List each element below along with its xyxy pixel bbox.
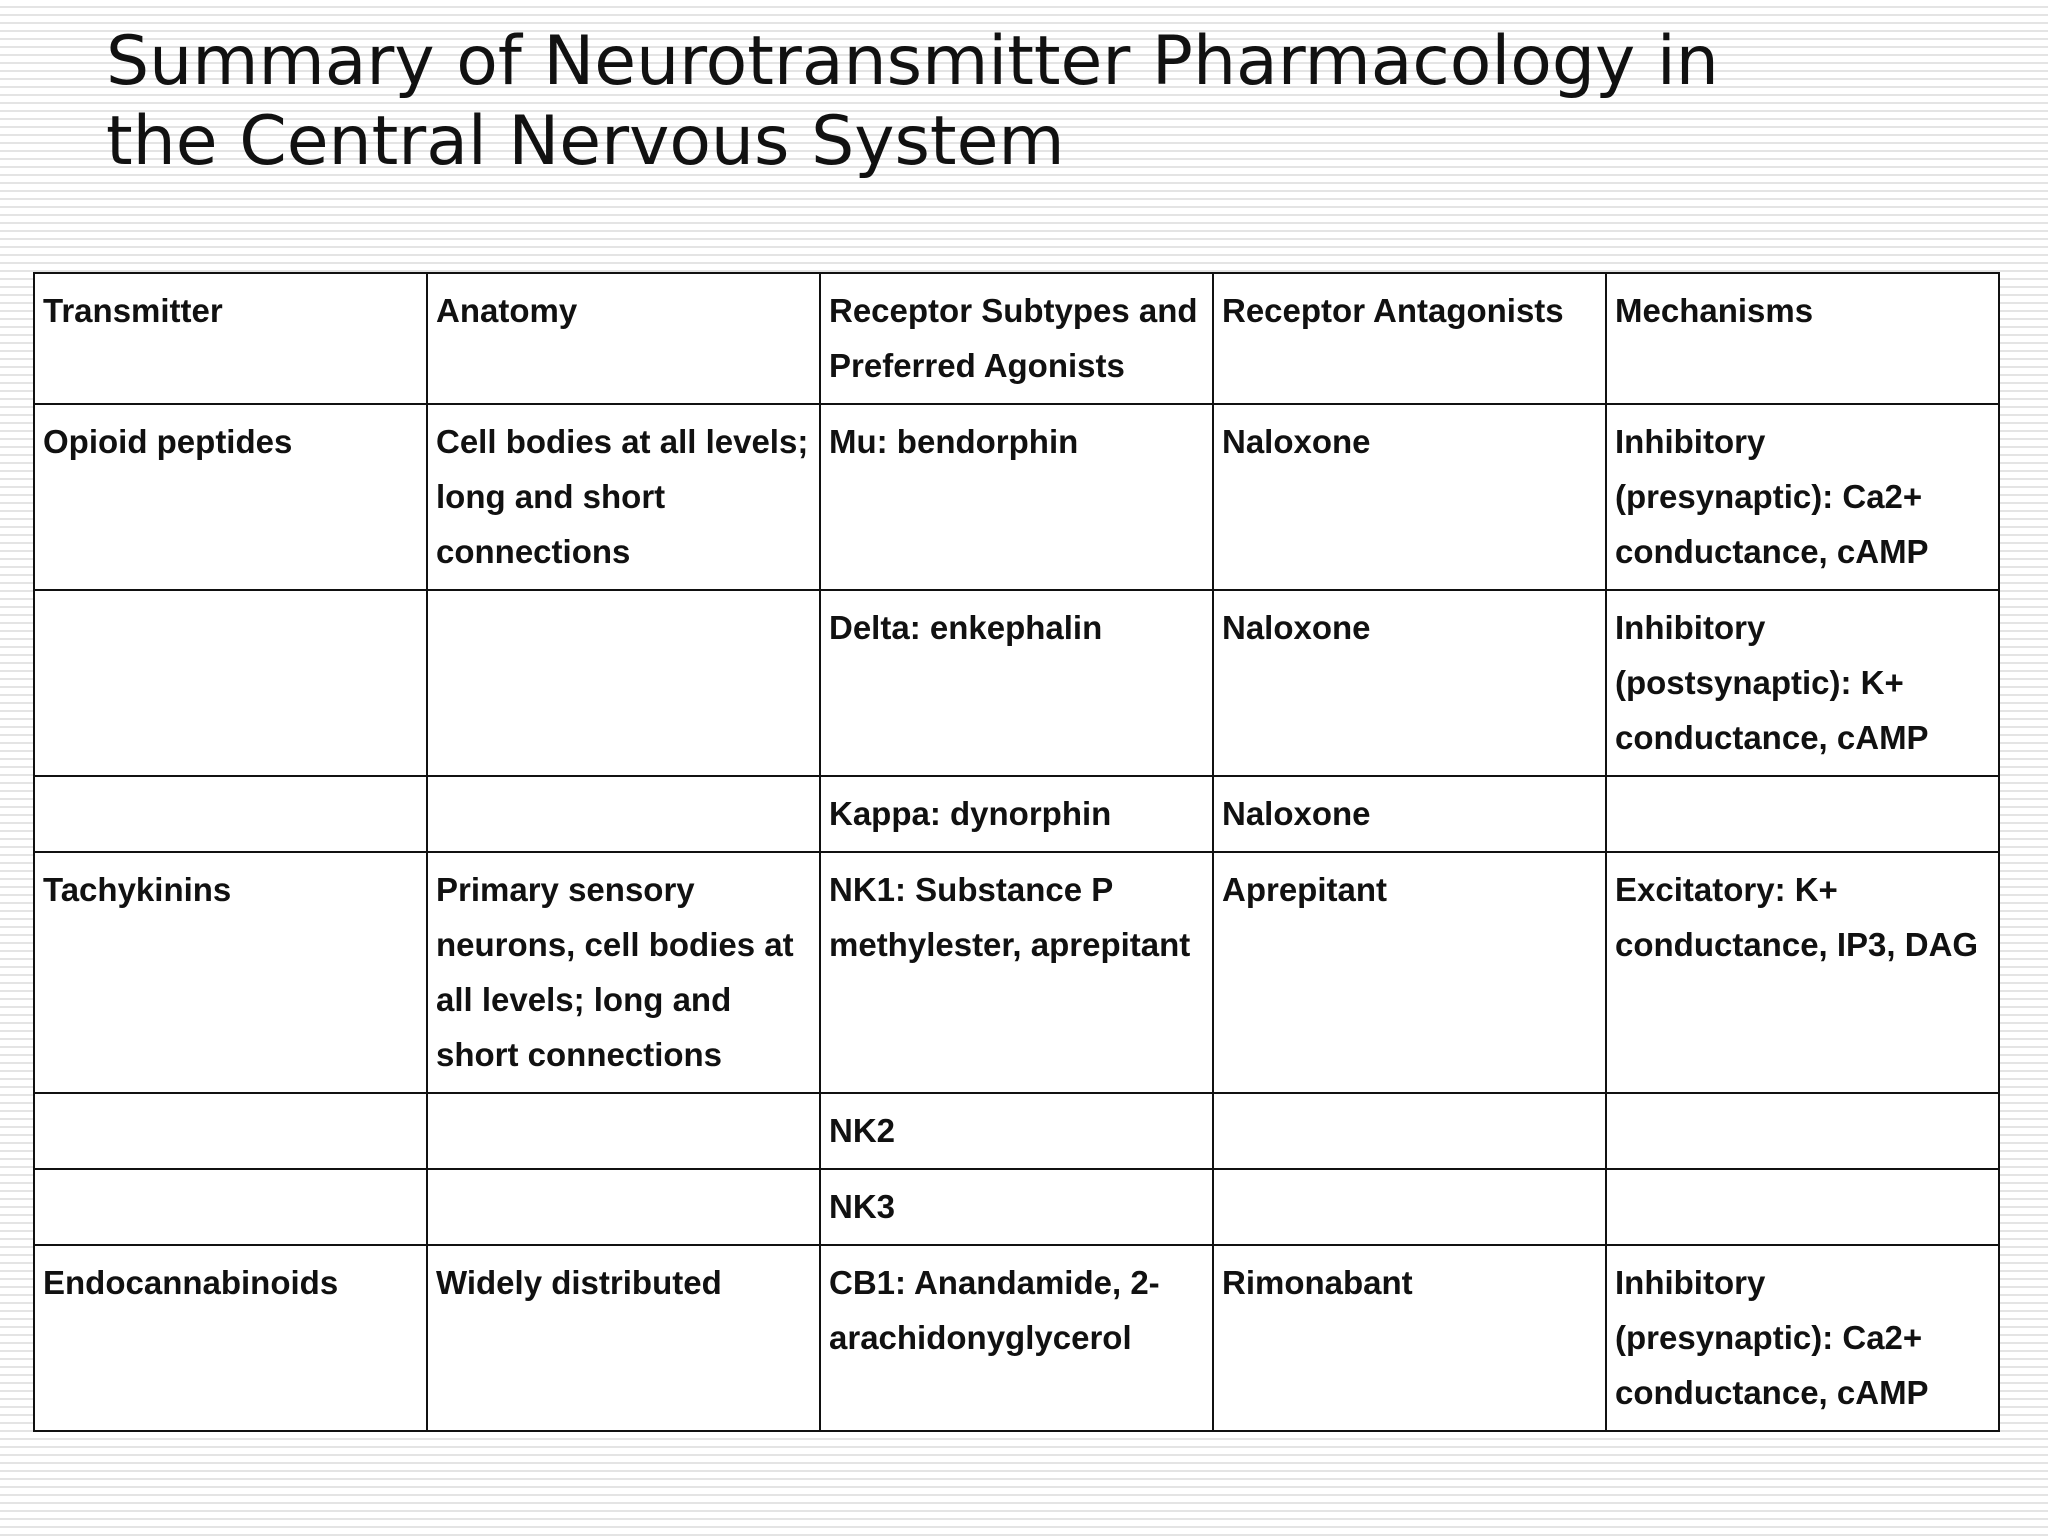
cell-receptor: Mu: bendorphin [820,404,1213,590]
cell-antagonist: Naloxone [1213,590,1606,776]
header-mechanisms: Mechanisms [1606,273,1999,404]
cell-mechanism [1606,1093,1999,1169]
cell-anatomy: Widely distributed [427,1245,820,1431]
cell-transmitter: Endocannabinoids [34,1245,427,1431]
cell-anatomy: Cell bodies at all levels; long and short connections [427,404,820,590]
cell-transmitter: Opioid peptides [34,404,427,590]
cell-antagonist [1213,1093,1606,1169]
cell-anatomy [427,776,820,852]
header-transmitter: Transmitter [34,273,427,404]
cell-transmitter [34,590,427,776]
cell-receptor: NK1: Substance P methylester, aprepitant [820,852,1213,1093]
cell-anatomy: Primary sensory neurons, cell bodies at all levels; long and short connections [427,852,820,1093]
table-header-row [34,273,1999,404]
cell-mechanism: Excitatory: K+ conductance, IP3, DAG [1606,852,1999,1093]
table-row [34,590,1999,776]
cell-transmitter [34,776,427,852]
cell-antagonist [1213,1169,1606,1245]
cell-receptor: NK3 [820,1169,1213,1245]
cell-receptor: Kappa: dynorphin [820,776,1213,852]
cell-antagonist: Naloxone [1213,404,1606,590]
table-row [34,776,1999,852]
cell-receptor: Delta: enkephalin [820,590,1213,776]
cell-receptor: NK2 [820,1093,1213,1169]
cell-transmitter [34,1169,427,1245]
header-receptor-subtypes: Receptor Subtypes and Preferred Agonists [820,273,1213,404]
cell-antagonist: Aprepitant [1213,852,1606,1093]
cell-antagonist: Rimonabant [1213,1245,1606,1431]
cell-anatomy [427,1169,820,1245]
slide-title [106,22,1986,182]
cell-transmitter: Tachykinins [34,852,427,1093]
pharmacology-table [33,272,2000,1432]
cell-anatomy [427,1093,820,1169]
cell-mechanism: Inhibitory (presynaptic): Ca2+ conductance, cAMP [1606,404,1999,590]
table-row [34,1093,1999,1169]
cell-mechanism [1606,1169,1999,1245]
cell-mechanism: Inhibitory (postsynaptic): K+ conductance, cAMP [1606,590,1999,776]
cell-mechanism [1606,776,1999,852]
cell-antagonist: Naloxone [1213,776,1606,852]
table-row [34,1169,1999,1245]
cell-transmitter [34,1093,427,1169]
table-row [34,1245,1999,1431]
slide-title-line-2: the Central Nervous System [106,102,1065,181]
pharmacology-table-container [33,272,1998,1432]
slide-title-line-1: Summary of Neurotransmitter Pharmacology in [106,22,1719,101]
cell-mechanism: Inhibitory (presynaptic): Ca2+ conductance, cAMP [1606,1245,1999,1431]
table-row [34,852,1999,1093]
cell-receptor: CB1: Anandamide, 2-arachidonyglycerol [820,1245,1213,1431]
header-receptor-antagonists: Receptor Antagonists [1213,273,1606,404]
cell-anatomy [427,590,820,776]
table-row [34,404,1999,590]
header-anatomy: Anatomy [427,273,820,404]
